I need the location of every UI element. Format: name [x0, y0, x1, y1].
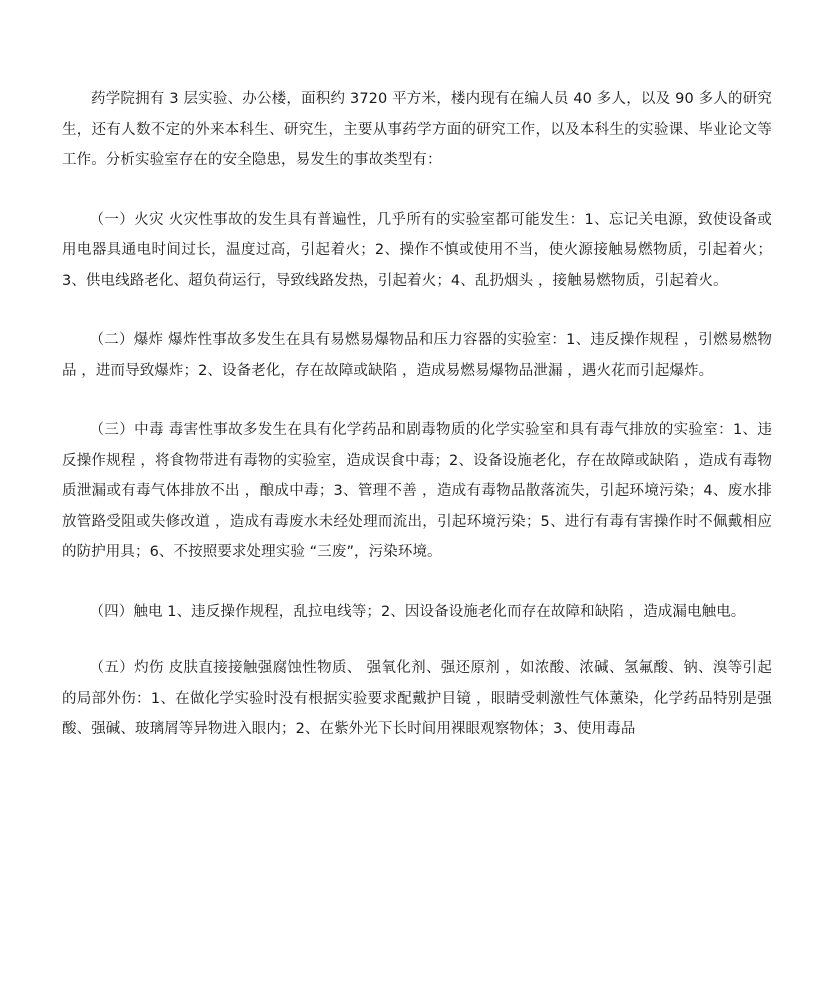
- spacer: [62, 176, 772, 205]
- section-explosion: （二）爆炸 爆炸性事故多发生在具有易燃易爆物品和压力容器的实验室：1、违反操作规程 ，引燃易燃物品 ，进而导致爆炸；2、设备老化，存在故障或缺陷 ，造成易燃易爆物品泄漏 ，遇火花而引起爆炸。: [62, 332, 772, 379]
- section-electric-shock: （四）触电 1、违反操作规程，乱拉电线等；2、因设备设施老化而存在故障和缺陷 ，造成漏电触电。: [89, 603, 746, 620]
- intro-paragraph: 药学院拥有 3 层实验、办公楼，面积约 3720 平方米，楼内现有在编人员 40 多人，以及 90 多人的研究生，还有人数不定的外来本科生、研究生，主要从事药学方面的研究工作，以及本科生的实验课、毕业论文等工作。分析实验室存在的安全隐患，易发生的事故类型有：: [62, 91, 772, 168]
- section-fire: （一）火灾 火灾性事故的发生具有普遍性，几乎所有的实验室都可能发生：1、忘记关电源，致使设备或用电器具通电时间过长，温度过高，引起着火；2、操作不慎或使用不当，使火源接触易燃物质，引起着火；3、供电线路老化、超负荷运行，导致线路发热，引起着火；4、乱扔烟头 ，接触易燃物质，引起着火。: [62, 211, 772, 289]
- document-body: [62, 84, 772, 745]
- spacer: [62, 627, 772, 653]
- spacer: [62, 568, 772, 597]
- section-burns: （五）灼伤 皮肤直接接触强腐蚀性物质、 强氧化剂、强还原剂 ，如浓酸、浓碱、氢氟酸、钠、溴等引起的局部外伤：1、在做化学实验时没有根据实验要求配戴护目镜 ，眼睛受刺激性气体薰染，化学药品特别是强酸、强碱、玻璃屑等异物进入眼内；2、在紫外光下长时间用裸眼观察物体；3、使用毒品: [62, 660, 772, 737]
- spacer: [62, 296, 772, 325]
- spacer: [62, 386, 772, 415]
- section-poisoning: （三）中毒 毒害性事故多发生在具有化学药品和剧毒物质的化学实验室和具有毒气排放的实验室：1、违反操作规程 ，将食物带进有毒物的实验室，造成误食中毒；2、设备设施老化，存在故障或缺陷 ，造成有毒物质泄漏或有毒气体排放不出 ，酿成中毒；3、管理不善 ，造成有毒物品散落流失，引起环境污染；4、废水排放管路受阻或失修改道 ，造成有毒废水未经处理而流出，引起环境污染；5、进行有毒有害操作时不佩戴相应的防护用具；6、不按照要求处理实验 “三废”，污染环境。: [62, 422, 772, 560]
